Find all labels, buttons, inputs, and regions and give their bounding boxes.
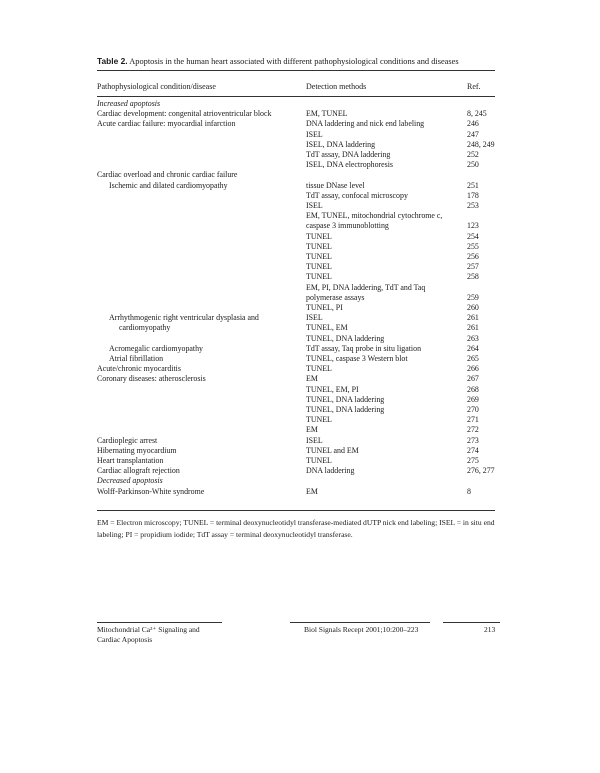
table-row: [0, 436, 600, 446]
ref-cell: 274: [467, 445, 479, 455]
method-cell: TUNEL: [306, 241, 332, 251]
ref-cell: 261: [467, 313, 479, 323]
table-section-row: [0, 476, 600, 486]
method-cell: EM, TUNEL: [306, 109, 348, 119]
condition-cell: Acromegalic cardiomyopathy: [109, 343, 203, 353]
table-row: [0, 150, 600, 160]
method-cell: EM: [306, 374, 318, 384]
table-row: [0, 385, 600, 395]
method-cell: caspase 3 immunoblotting: [306, 221, 389, 231]
method-cell: ISEL: [306, 435, 323, 445]
ref-cell: 272: [467, 425, 479, 435]
condition-cell: Ischemic and dilated cardiomyopathy: [109, 180, 228, 190]
table-row: [0, 211, 600, 221]
method-cell: TUNEL, DNA laddering: [306, 394, 385, 404]
method-cell: polymerase assays: [306, 292, 365, 302]
table-row: [0, 344, 600, 354]
ref-cell: 247: [467, 129, 479, 139]
ref-cell: 260: [467, 303, 479, 312]
ref-cell: 254: [467, 231, 479, 241]
ref-cell: 257: [467, 262, 479, 272]
table-row: [0, 140, 600, 150]
method-cell: ISEL: [306, 201, 323, 210]
table-row: [0, 405, 600, 415]
table-row: [0, 170, 600, 180]
method-cell: EM, TUNEL, mitochondrial cytochrome c,: [306, 211, 443, 221]
method-cell: TUNEL, caspase 3 Western blot: [306, 354, 408, 363]
method-cell: ISEL: [306, 313, 323, 323]
table-row: [0, 242, 600, 252]
table-row: [0, 364, 600, 374]
ref-cell: 246: [467, 119, 479, 129]
condition-cell: Cardiac overload and chronic cardiac failure: [97, 170, 238, 180]
ref-cell: 266: [467, 364, 479, 374]
footer-rule-center: [290, 622, 430, 623]
condition-cell: Wolff-Parkinson-White syndrome: [97, 486, 205, 496]
ref-cell: 270: [467, 405, 479, 414]
ref-cell: 275: [467, 456, 479, 465]
table-bottom-rule: [97, 510, 495, 511]
table-header-rule: [97, 96, 495, 97]
ref-cell: 123: [467, 221, 479, 231]
table-row: [0, 221, 600, 231]
table-section-row: [0, 99, 600, 109]
table-row: [0, 283, 600, 293]
table-row: [0, 313, 600, 323]
table-row: [0, 160, 600, 170]
method-cell: TdT assay, DNA laddering: [306, 150, 391, 159]
table-caption-label: Table 2.: [97, 56, 128, 66]
method-cell: TUNEL, DNA laddering: [306, 333, 385, 343]
table-row: [0, 201, 600, 211]
section-heading: Decreased apoptosis: [97, 476, 163, 486]
table-row: [0, 323, 600, 333]
condition-cell: Hibernating myocardium: [97, 445, 177, 455]
table-row: [0, 232, 600, 242]
method-cell: TUNEL: [306, 272, 332, 282]
table-row: [0, 487, 600, 497]
ref-cell: 268: [467, 384, 479, 394]
ref-cell: 258: [467, 272, 479, 282]
condition-cell: Cardiac allograft rejection: [97, 466, 180, 476]
condition-cell: Atrial fibrillation: [109, 354, 164, 363]
footer-title-line2: Cardiac Apoptosis: [97, 635, 153, 644]
table-row: [0, 374, 600, 384]
ref-cell: 269: [467, 394, 479, 404]
ref-cell: 252: [467, 150, 479, 159]
header-condition: Pathophysiological condition/disease: [97, 82, 216, 91]
table-row: [0, 293, 600, 303]
method-cell: TUNEL and EM: [306, 445, 359, 455]
table-row: [0, 130, 600, 140]
ref-cell: 259: [467, 292, 479, 302]
table-caption-text: Apoptosis in the human heart associated with different pathophysiological conditions and diseases: [127, 57, 459, 66]
condition-cell: Acute cardiac failure: myocardial infarction: [97, 119, 236, 129]
header-ref: Ref.: [467, 82, 481, 91]
section-heading: Increased apoptosis: [97, 99, 161, 108]
condition-cell: Cardiac development: congenital atrioventricular block: [97, 109, 272, 119]
table-row: [0, 466, 600, 476]
table-row: [0, 415, 600, 425]
method-cell: EM: [306, 425, 318, 435]
ref-cell: 263: [467, 333, 479, 343]
ref-cell: 8, 245: [467, 109, 487, 119]
table-caption: [97, 56, 459, 66]
table-row: [0, 395, 600, 405]
method-cell: ISEL: [306, 129, 323, 139]
ref-cell: 264: [467, 343, 479, 353]
method-cell: TUNEL: [306, 415, 332, 425]
footer-page-number: 213: [484, 625, 496, 634]
method-cell: TUNEL, EM, PI: [306, 384, 359, 394]
ref-cell: 251: [467, 180, 479, 190]
table-top-rule: [97, 70, 495, 71]
table-row: [0, 446, 600, 456]
ref-cell: 261: [467, 323, 479, 333]
ref-cell: 256: [467, 252, 479, 261]
table-row: [0, 303, 600, 313]
ref-cell: 178: [467, 190, 479, 200]
method-cell: TUNEL: [306, 231, 332, 241]
condition-cell: Heart transplantation: [97, 456, 164, 465]
table-row: [0, 272, 600, 282]
ref-cell: 8: [467, 486, 471, 496]
header-methods: Detection methods: [306, 82, 367, 91]
table-row: [0, 354, 600, 364]
ref-cell: 276, 277: [467, 466, 495, 476]
method-cell: EM: [306, 486, 318, 496]
table-row: [0, 334, 600, 344]
ref-cell: 253: [467, 201, 479, 210]
ref-cell: 248, 249: [467, 139, 495, 149]
method-cell: TUNEL: [306, 364, 332, 374]
method-cell: EM, PI, DNA laddering, TdT and Taq: [306, 282, 426, 292]
condition-cell: Acute/chronic myocarditis: [97, 364, 181, 374]
condition-cell: Coronary diseases: atherosclerosis: [97, 374, 206, 384]
footer-running-title: [97, 625, 200, 645]
method-cell: ISEL, DNA electrophoresis: [306, 160, 393, 170]
method-cell: TdT assay, confocal microscopy: [306, 190, 408, 200]
method-cell: DNA laddering: [306, 466, 355, 476]
ref-cell: 255: [467, 241, 479, 251]
footer-title-line1: Mitochondrial Ca²⁺ Signaling and: [97, 625, 200, 634]
table-row: [0, 191, 600, 201]
ref-cell: 273: [467, 435, 479, 445]
method-cell: TUNEL, EM: [306, 323, 348, 333]
ref-cell: 267: [467, 374, 479, 384]
method-cell: TUNEL, PI: [306, 303, 343, 312]
table-row: [0, 109, 600, 119]
ref-cell: 250: [467, 160, 479, 170]
condition-cell: Arrhythmogenic right ventricular dysplasia and: [109, 313, 259, 323]
condition-cell: cardiomyopathy: [119, 323, 171, 333]
footer-rule-left: [97, 622, 222, 623]
table-row: [0, 252, 600, 262]
method-cell: TUNEL, DNA laddering: [306, 405, 385, 414]
method-cell: TUNEL: [306, 252, 332, 261]
table-row: [0, 456, 600, 466]
footer-rule-right: [443, 622, 500, 623]
table-footnote: EM = Electron microscopy; TUNEL = terminal deoxynucleotidyl transferase-mediated dUTP nick end labeling; ISEL = in situ end labeling; PI = propidium iodide; TdT assay = terminal deoxynucleotidyl transferase.: [97, 518, 495, 539]
condition-cell: Cardioplegic arrest: [97, 435, 158, 445]
ref-cell: 265: [467, 354, 479, 363]
table-row: [0, 425, 600, 435]
table-row: [0, 119, 600, 129]
ref-cell: 271: [467, 415, 479, 425]
method-cell: TdT assay, Taq probe in situ ligation: [306, 343, 422, 353]
method-cell: ISEL, DNA laddering: [306, 139, 376, 149]
method-cell: TUNEL: [306, 456, 332, 465]
method-cell: tissue DNase level: [306, 180, 365, 190]
table-row: [0, 262, 600, 272]
table-row: [0, 181, 600, 191]
method-cell: DNA laddering and nick end labeling: [306, 119, 425, 129]
footer-journal: Biol Signals Recept 2001;10:200–223: [304, 625, 419, 634]
method-cell: TUNEL: [306, 262, 332, 272]
